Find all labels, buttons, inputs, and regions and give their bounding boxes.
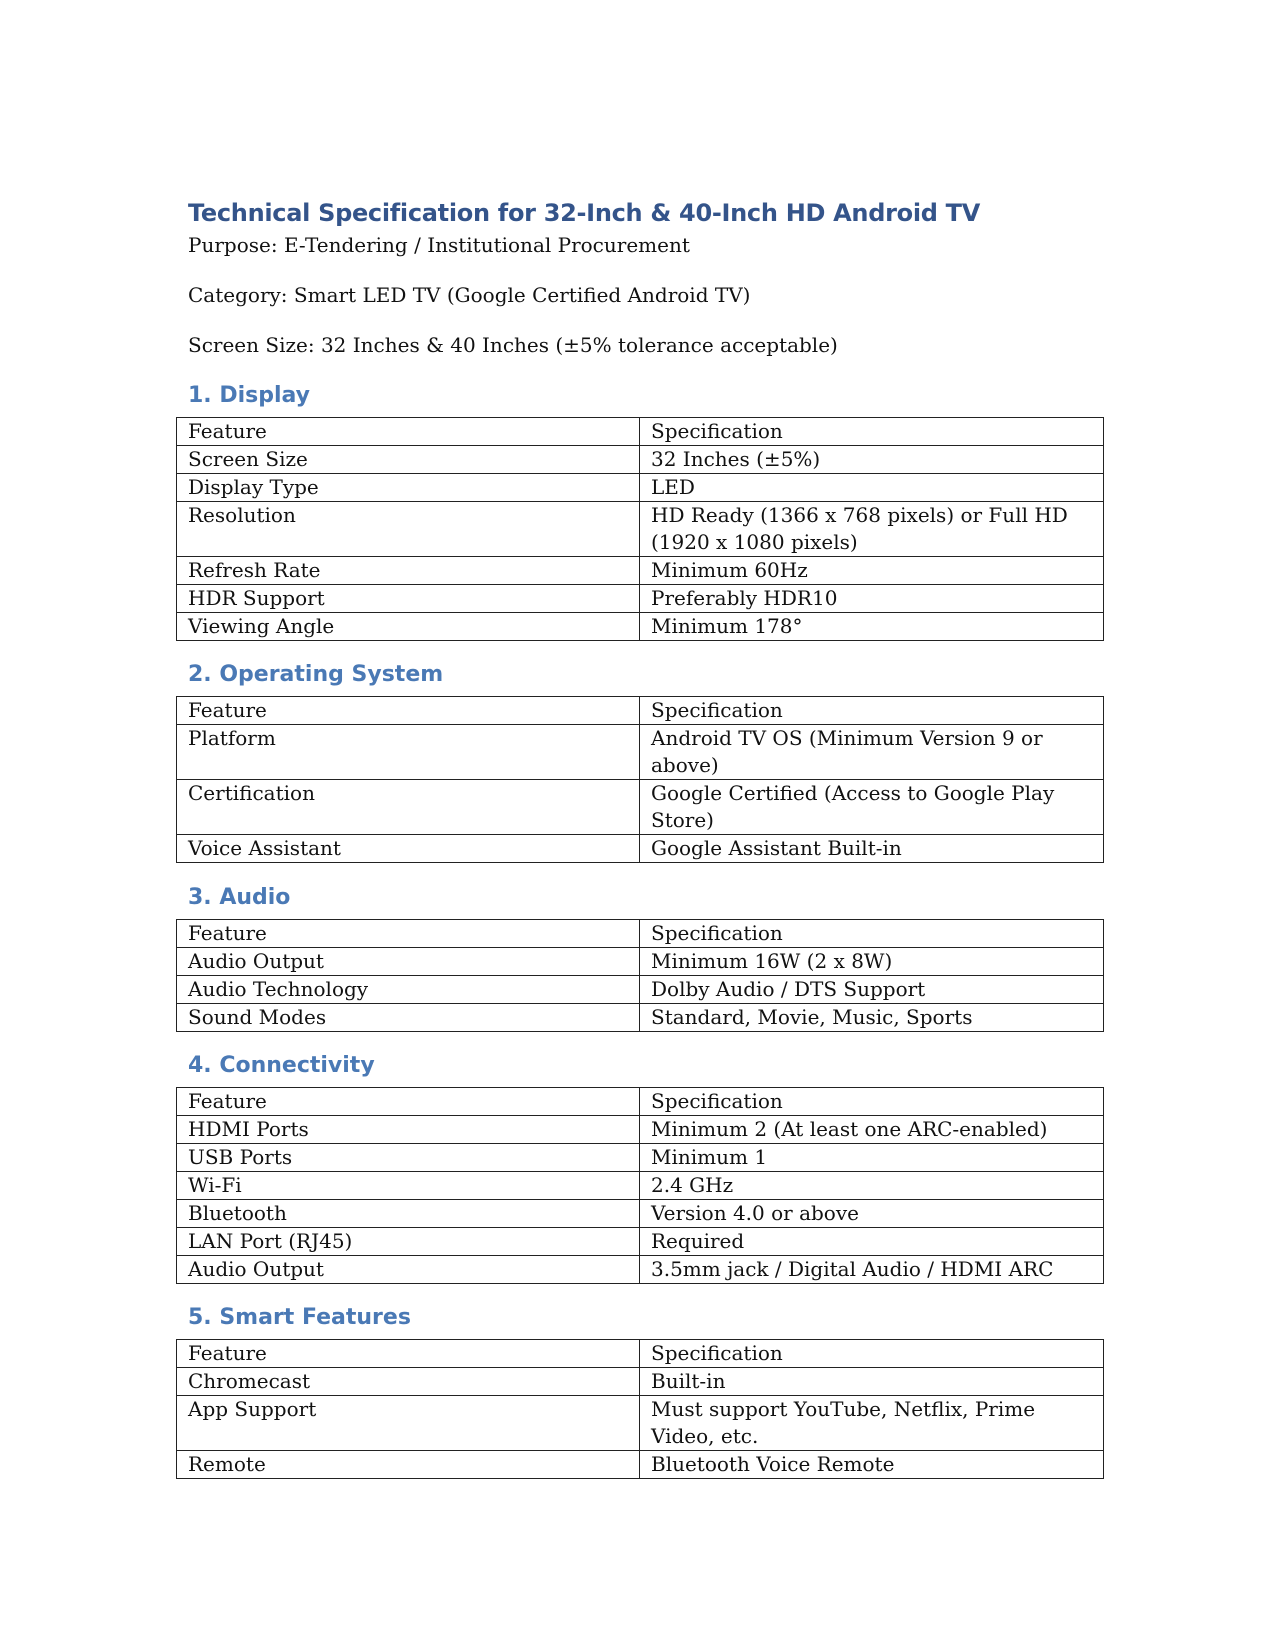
feature-cell: HDMI Ports — [177, 1116, 640, 1144]
section-heading-display: 1. Display — [188, 383, 311, 408]
column-header-feature: Feature — [177, 418, 640, 446]
spec-table-operating-system — [176, 696, 1104, 863]
specification-cell: 2.4 GHz — [640, 1172, 1104, 1200]
table-row — [177, 613, 1104, 641]
column-header-specification: Specification — [640, 920, 1104, 948]
table-row — [177, 585, 1104, 613]
table-row — [177, 1368, 1104, 1396]
specification-cell: Google Assistant Built-in — [640, 835, 1104, 863]
specification-cell: Standard, Movie, Music, Sports — [640, 1004, 1104, 1032]
specification-cell: Version 4.0 or above — [640, 1200, 1104, 1228]
feature-cell: Display Type — [177, 474, 640, 502]
table-row — [177, 557, 1104, 585]
specification-cell: Built-in — [640, 1368, 1104, 1396]
column-header-feature: Feature — [177, 1340, 640, 1368]
table-row — [177, 1451, 1104, 1479]
column-header-feature: Feature — [177, 1088, 640, 1116]
table-header-row — [177, 418, 1104, 446]
column-header-specification: Specification — [640, 1088, 1104, 1116]
specification-cell: Minimum 16W (2 x 8W) — [640, 948, 1104, 976]
feature-cell: Screen Size — [177, 446, 640, 474]
feature-cell: Platform — [177, 725, 640, 780]
table-header-row — [177, 697, 1104, 725]
table-row — [177, 835, 1104, 863]
specification-cell: Dolby Audio / DTS Support — [640, 976, 1104, 1004]
section-heading-smart-features: 5. Smart Features — [188, 1305, 411, 1330]
feature-cell: Audio Technology — [177, 976, 640, 1004]
table-header-row — [177, 1340, 1104, 1368]
column-header-specification: Specification — [640, 1340, 1104, 1368]
table-row — [177, 1144, 1104, 1172]
table-header-row — [177, 920, 1104, 948]
table-row — [177, 725, 1104, 780]
feature-cell: Bluetooth — [177, 1200, 640, 1228]
table-row — [177, 502, 1104, 557]
specification-cell: Must support YouTube, Netflix, Prime Video, etc. — [640, 1396, 1104, 1451]
specification-cell: Preferably HDR10 — [640, 585, 1104, 613]
feature-cell: Sound Modes — [177, 1004, 640, 1032]
spec-table-connectivity — [176, 1087, 1104, 1284]
table-row — [177, 474, 1104, 502]
table-row — [177, 976, 1104, 1004]
feature-cell: HDR Support — [177, 585, 640, 613]
spec-table-display — [176, 417, 1104, 641]
table-row — [177, 780, 1104, 835]
table-row — [177, 1396, 1104, 1451]
section-heading-connectivity: 4. Connectivity — [188, 1053, 375, 1078]
specification-cell: Minimum 60Hz — [640, 557, 1104, 585]
table-row — [177, 948, 1104, 976]
column-header-feature: Feature — [177, 697, 640, 725]
table-row — [177, 1004, 1104, 1032]
specification-cell: Minimum 2 (At least one ARC-enabled) — [640, 1116, 1104, 1144]
section-heading-audio: 3. Audio — [188, 885, 291, 910]
feature-cell: Resolution — [177, 502, 640, 557]
specification-cell: HD Ready (1366 x 768 pixels) or Full HD (1920 x 1080 pixels) — [640, 502, 1104, 557]
feature-cell: Remote — [177, 1451, 640, 1479]
feature-cell: Voice Assistant — [177, 835, 640, 863]
specification-cell: Android TV OS (Minimum Version 9 or above) — [640, 725, 1104, 780]
column-header-feature: Feature — [177, 920, 640, 948]
category-line: Category: Smart LED TV (Google Certified Android TV) — [188, 283, 751, 307]
section-heading-operating-system: 2. Operating System — [188, 662, 444, 687]
feature-cell: Chromecast — [177, 1368, 640, 1396]
document-title: Technical Specification for 32-Inch & 40-Inch HD Android TV — [188, 199, 981, 227]
specification-cell: LED — [640, 474, 1104, 502]
feature-cell: Audio Output — [177, 1256, 640, 1284]
screen-size-line: Screen Size: 32 Inches & 40 Inches (±5% tolerance acceptable) — [188, 333, 838, 357]
specification-cell: Minimum 1 — [640, 1144, 1104, 1172]
feature-cell: Refresh Rate — [177, 557, 640, 585]
table-row — [177, 1172, 1104, 1200]
table-row — [177, 1228, 1104, 1256]
feature-cell: USB Ports — [177, 1144, 640, 1172]
table-row — [177, 1116, 1104, 1144]
column-header-specification: Specification — [640, 418, 1104, 446]
feature-cell: Certification — [177, 780, 640, 835]
specification-cell: Google Certified (Access to Google Play Store) — [640, 780, 1104, 835]
spec-table-smart-features — [176, 1339, 1104, 1479]
table-header-row — [177, 1088, 1104, 1116]
feature-cell: App Support — [177, 1396, 640, 1451]
purpose-line: Purpose: E-Tendering / Institutional Procurement — [188, 233, 690, 257]
table-row — [177, 446, 1104, 474]
feature-cell: Wi-Fi — [177, 1172, 640, 1200]
table-row — [177, 1200, 1104, 1228]
table-row — [177, 1256, 1104, 1284]
feature-cell: LAN Port (RJ45) — [177, 1228, 640, 1256]
specification-cell: Minimum 178° — [640, 613, 1104, 641]
specification-cell: Required — [640, 1228, 1104, 1256]
specification-cell: Bluetooth Voice Remote — [640, 1451, 1104, 1479]
specification-cell: 3.5mm jack / Digital Audio / HDMI ARC — [640, 1256, 1104, 1284]
feature-cell: Viewing Angle — [177, 613, 640, 641]
spec-table-audio — [176, 919, 1104, 1032]
specification-cell: 32 Inches (±5%) — [640, 446, 1104, 474]
column-header-specification: Specification — [640, 697, 1104, 725]
feature-cell: Audio Output — [177, 948, 640, 976]
